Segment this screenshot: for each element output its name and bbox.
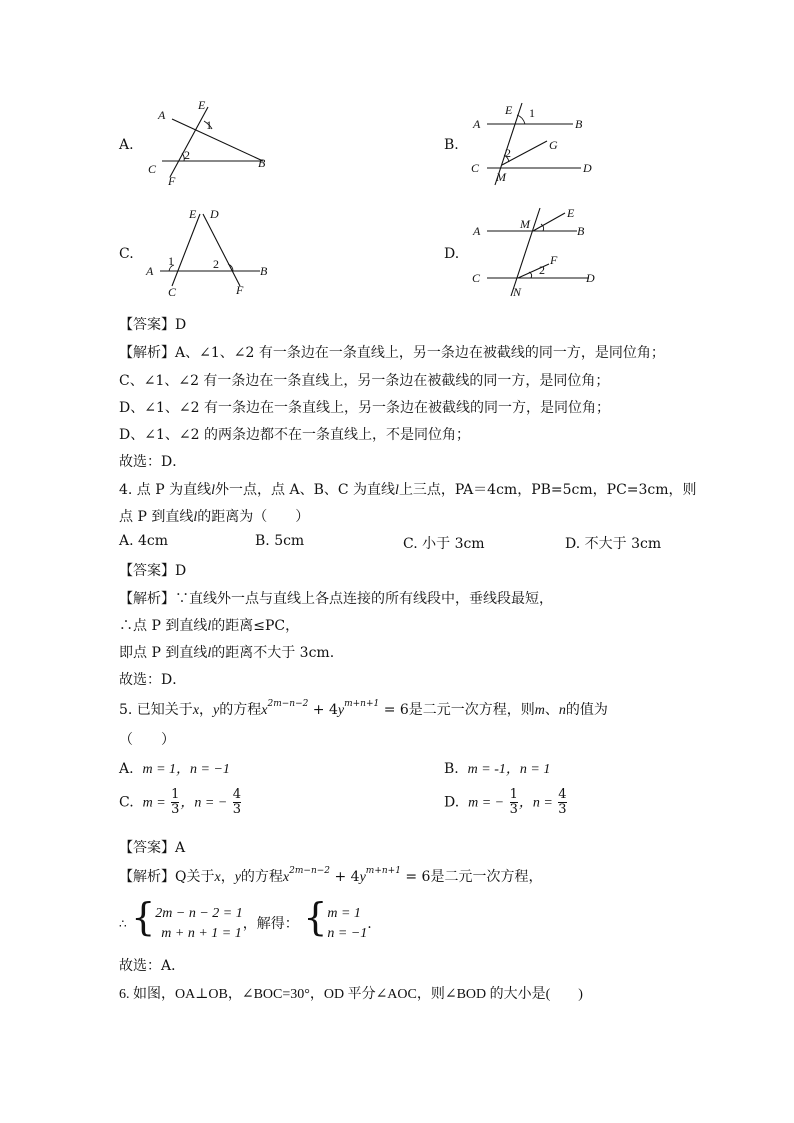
fig-c-label-C: C [168,285,177,299]
option-d-label: D. [444,246,460,262]
fig-c-label-E: E [189,207,197,221]
fig-c-label-B: B [260,264,268,278]
q4-stem-line-2: 点 P 到直线l的距离为（ ） [119,509,310,525]
fig-a-label-B: B [258,156,266,170]
q3-analysis-line-2: C、∠1、∠2 有一条边在一条直线上，另一条边在被截线的同一方，是同位角； [119,373,610,389]
fig-d-label-E: E [567,206,575,220]
q5-option-b: B. m = -1，n = 1 [444,761,551,777]
figure-b [465,95,605,190]
q4-analysis-line-1: 【解析】∵直线外一点与直线上各点连接的所有线段中，垂线段最短， [119,591,553,607]
fig-d-label-2: 2 [539,263,545,277]
figure-c [140,200,280,300]
q4-analysis-line-2: ∴点 P 到直线l的距离≤PC， [119,618,300,634]
q3-analysis-line-4: D、∠1、∠2 的两条边都不在一条直线上，不是同位角； [119,427,470,443]
q4-option-d: D. 不大于 3cm [565,536,662,552]
fig-d-label-M: M [520,217,530,231]
fig-d-label-C: C [472,271,481,285]
option-b-label: B. [444,137,459,153]
q5-analysis-line-1: 【解析】Q关于x，y的方程$x^{2m-n-2} + 4y^{m+n+1} = 6$是二元一次方程， [119,866,543,885]
q5-paren: （ ） [119,732,175,748]
fig-a-label-F: F [168,174,176,188]
q6-stem: 6. 如图，OA⊥OB，∠BOC=30°，OD 平分∠AOC，则∠BOD 的大小是( ) [119,987,583,1002]
fig-a-label-1: 1 [206,118,212,132]
q5-option-d: D. m = − $\frac{1}{3}$ ，n = $\frac{4}{3}$ [444,787,567,817]
q3-analysis-line-1: 【解析】A、∠1、∠2 有一条边在一条直线上，另一条边在被截线的同一方，是同位角； [119,345,665,361]
fig-a-label-2: 2 [184,148,190,162]
fig-d-label-N: N [513,285,522,299]
q4-option-a: A. 4cm [119,533,169,549]
q4-analysis-line-3: 即点 P 到直线l的距离不大于 3cm. [119,645,335,661]
fig-a-label-A: A [158,108,166,122]
option-a-label: A. [119,137,134,153]
fig-b-label-M: M [496,170,506,184]
fig-a-label-E: E [198,98,206,112]
q5-option-c: C. m = $\frac{1}{3}$ ，n = − $\frac{4}{3}$ [119,787,242,817]
fig-c-label-F: F [236,283,244,297]
fig-b-label-1: 1 [529,106,535,120]
q5-conclusion: 故选：A． [119,958,186,974]
fig-d-label-A: A [473,224,481,238]
fig-d-label-F: F [550,253,558,267]
fig-c-label-1: 1 [168,254,174,268]
q3-conclusion: 故选：D． [119,454,187,470]
figure-a [140,95,280,190]
q3-answer: 【答案】D [119,317,187,333]
fig-c-label-2: 2 [213,257,219,271]
q4-conclusion: 故选：D． [119,672,187,688]
option-c-label: C. [119,246,134,262]
q5-answer: 【答案】A [119,840,186,856]
fig-c-label-A: A [146,264,154,278]
fig-b-label-2: 2 [505,146,511,160]
fig-b-label-E: E [505,103,513,117]
q5-system: ∴ { 2m − n − 2 = 1 m + n + 1 = 1 ，解得： { m = 1 n = −1 . [119,895,372,941]
q3-analysis-line-3: D、∠1、∠2 有一条边在一条直线上，另一条边在被截线的同一方，是同位角； [119,400,610,416]
fig-b-label-D: D [583,161,592,175]
fig-d-label-B: B [577,224,585,238]
figure-d [465,200,610,300]
fig-c-label-D: D [210,207,219,221]
q4-option-c: C. 小于 3cm [403,536,485,552]
q4-option-b: B. 5cm [255,533,305,549]
fig-a-label-C: C [148,162,157,176]
fig-b-label-B: B [575,117,583,131]
q5-option-a: A. m = 1，n = −1 [119,761,230,777]
fig-b-label-A: A [473,117,481,131]
fig-d-label-D: D [586,271,595,285]
fig-b-label-G: G [549,138,558,152]
q4-stem-line-1: 4. 点 P 为直线l外一点，点 A、B、C 为直线l上三点，PA＝4cm，PB=5cm，PC=3cm，则 [119,482,697,498]
q5-stem-line-1: 5. 已知关于x，y的方程$x^{2m-n-2} + 4y^{m+n+1} = 6$是二元一次方程，则m、n的值为 [119,699,608,718]
fig-b-label-C: C [471,161,480,175]
q4-answer: 【答案】D [119,563,187,579]
